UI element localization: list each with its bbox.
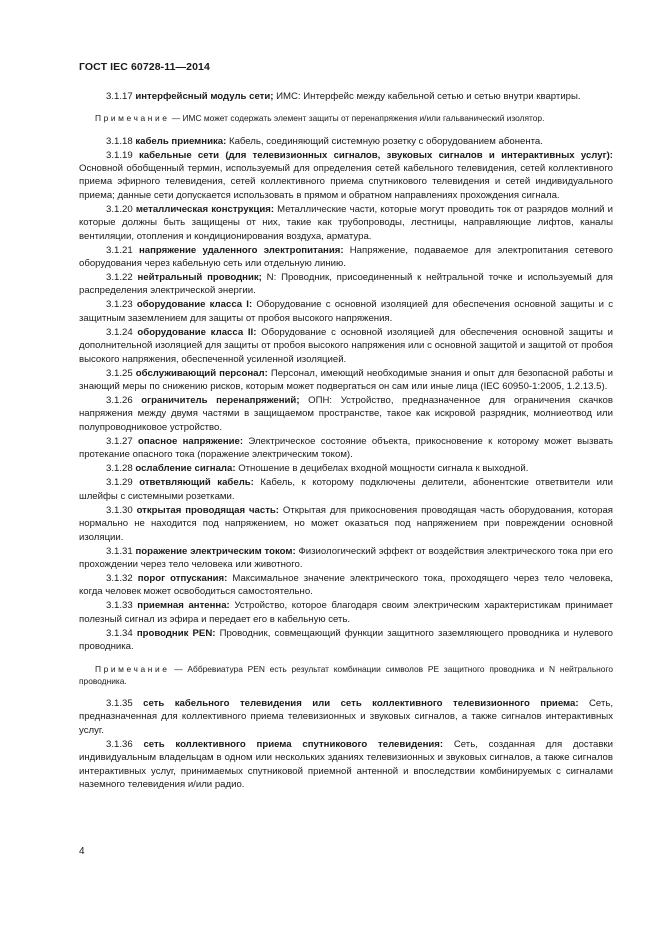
entry-3-1-35: 3.1.35 сеть кабельного телевидения или сеть коллективного телевизионного приема: Сеть, предназначенная для коллективного приема телевизионных и звуковых сигналов, а также сигналов интерактивных услуг. — [79, 697, 613, 736]
entry-3-1-31: 3.1.31 поражение электрическим током: Физиологический эффект от воздействия электрического тока при его прохождении через тело человека или животного. — [79, 545, 613, 570]
entry-3-1-28: 3.1.28 ослабление сигнала: Отношение в децибелах входной мощности сигнала к выходной. — [106, 463, 529, 475]
entry-3-1-25: 3.1.25 обслуживающий персонал: Персонал, имеющий необходимые знания и опыт для безопасной работы и знающий меры по снижению рисков, которым может подвергаться он сам или иные лица (IEC 60950-1:2005, 1.2.13.5). — [79, 367, 613, 393]
entry-3-1-21: 3.1.21 напряжение удаленного электропитания: Напряжение, подаваемое для электропитания сетевого оборудования через кабельную сеть или отдельную линию. — [79, 244, 613, 270]
entry-3-1-29: 3.1.29 ответвляющий кабель: Кабель, к которому подключены делители, абонентские ответвители или шлейфы с системными розетками. — [79, 477, 614, 502]
note-pen: Примечание — Аббревиатура PEN есть результат комбинации символов PE защитного проводника и N нейтрального проводника. — [79, 663, 613, 686]
entry-3-1-34: 3.1.34 проводник PEN: Проводник, совмещающий функции защитного заземляющего проводника и нулевого проводника. — [79, 627, 613, 653]
entry-3-1-32: 3.1.32 порог отпускания: Максимальное значение электрического тока, проходящего через тело человека, когда человек может освободиться самостоятельно. — [79, 572, 613, 598]
entry-3-1-20: 3.1.20 металлическая конструкция: Металлические части, которые могут проводить ток от разрядов молний и которые должны быть защищены от них, такие как трубопроводы, лестницы, направляющие лифтов, каналы вентиляции, отопления и кондиционирования воздуха, арматура. — [79, 203, 614, 242]
entry-3-1-36: 3.1.36 сеть коллективного приема спутникового телевидения: Сеть, созданная для доставки индивидуальным владельцам в одном или нескольких зданиях телевизионных и звуковых сигналов, а также сигналов интерактивных услуг, принимаемых спутниковой приемной антенной и впоследствии комбинируемых с сигналами наземного телевидения и/или радио. — [79, 738, 613, 790]
entry-3-1-33: 3.1.33 приемная антенна: Устройство, которое благодаря своим электрическим характеристикам принимает полезный сигнал из эфира и передает его в кабельную сеть. — [79, 600, 613, 625]
document-body — [79, 90, 613, 791]
entry-3-1-24: 3.1.24 оборудование класса II: Оборудование с основной изоляцией для обеспечения основной защиты и дополнительной изоляцией для защиты от пробоя высокого напряжения или с основной защитой и защитой от пробоя высокого напряжения, обеспеченной усиленной изоляцией. — [79, 326, 613, 365]
entry-3-1-30: 3.1.30 открытая проводящая часть: Открытая для прикосновения проводящая часть оборудования, которая нормально не находится под напряжением, но может оказаться под напряжением при повреждении основной изоляции. — [79, 504, 613, 543]
entry-3-1-17: 3.1.17 интерфейсный модуль сети; ИМС: Интерфейс между кабельной сетью и сетью внутри квартиры. — [106, 91, 581, 102]
entry-3-1-26: 3.1.26 ограничитель перенапряжений; ОПН: Устройство, предназначенное для ограничения скачков напряжения между двумя частями в защищаемом пространстве, такое как искровой разрядник, молниеотвод или полупроводниковое устройство. — [79, 395, 613, 433]
document-header: ГОСТ IEC 60728-11—2014 — [79, 61, 210, 73]
entry-3-1-18: 3.1.18 кабель приемника: Кабель, соединяющий системную розетку с оборудованием абонента. — [106, 135, 543, 147]
entry-3-1-23: 3.1.23 оборудование класса I: Оборудование с основной изоляцией для обеспечения основной защиты и с защитным заземлением для защиты от пробоя высокого напряжения. — [79, 299, 614, 324]
entry-3-1-27: 3.1.27 опасное напряжение: Электрическое состояние объекта, прикосновение к которому может вызвать протекание опасного тока (поражение электрическим током). — [79, 435, 613, 461]
note-ims: Примечание — ИМС может содержать элемент защиты от перенапряжения и/или гальванический изолятор. — [95, 113, 545, 124]
entry-3-1-22: 3.1.22 нейтральный проводник; N: Проводник, присоединенный к нейтральной точке и используемый для распределения электрической энергии. — [79, 272, 613, 297]
entry-3-1-19: 3.1.19 кабельные сети (для телевизионных сигналов, звуковых сигналов и интерактивных услуг): Основной обобщенный термин, используемый для определения сетей кабельного телевидения, сетей коллективного приема эфирного телевидения, сетей коллективного приема спутникового телевидения и сетей индивидуального приема; данные сети допускается использовать в прямом и обратном направлениях прохождения сигнала. — [79, 149, 613, 201]
page-number: 4 — [79, 846, 85, 857]
